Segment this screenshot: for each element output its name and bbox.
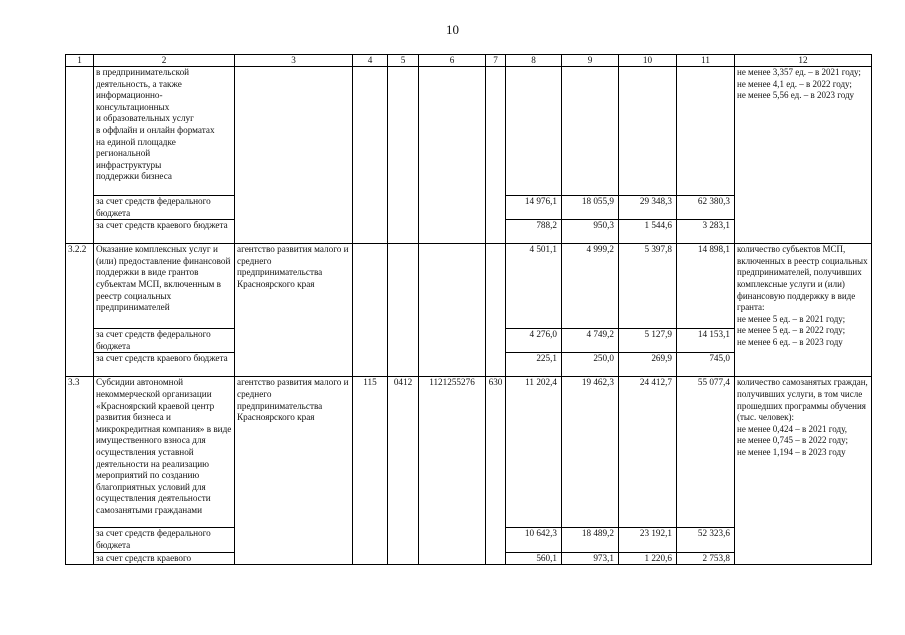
column-header: 7 [486, 55, 506, 67]
column-header: 10 [619, 55, 677, 67]
column-header: 2 [94, 55, 235, 67]
value-cell: 269,9 [619, 353, 677, 377]
value-cell: 19 462,3 [562, 377, 619, 528]
row-description: Субсидии автономной некоммерческой организации «Красноярский краевой центр развития бизнеса и микрокредитная компания» в виде имущественного взноса для осуществления уставной деятельности на реализацию мероприятий по созданию благоприятных условий для осуществления деятельности самозанятыми гражданами [94, 377, 235, 528]
value-cell: 52 323,6 [677, 528, 735, 552]
value-cell: 18 055,9 [562, 196, 619, 220]
code-cell: 630 [486, 377, 506, 565]
row-description: Оказание комплексных услуг и (или) предоставление финансовой поддержки в виде грантов субъектам МСП, включенным в реестр социальных предпринимателей [94, 244, 235, 329]
funding-label: за счет средств федерального бюджета [94, 196, 235, 220]
row-description: в предпринимательской деятельность, а также информационно- консультационных и образовательных услуг в оффлайн и онлайн форматах на единой площадке региональной инфраструктуры поддержки бизнеса [94, 67, 235, 196]
table-row [66, 244, 872, 329]
value-cell: 745,0 [677, 353, 735, 377]
value-cell: 4 999,2 [562, 244, 619, 329]
row-indicator: не менее 3,357 ед. – в 2021 году; не менее 4,1 ед. – в 2022 году; не менее 5,56 ед. – в 2023 году [735, 67, 872, 244]
value-cell: 4 276,0 [506, 329, 562, 353]
value-cell: 10 642,3 [506, 528, 562, 552]
value-cell: 4 749,2 [562, 329, 619, 353]
value-cell: 18 489,2 [562, 528, 619, 552]
funding-label: за счет средств краевого бюджета [94, 220, 235, 244]
column-header: 4 [353, 55, 388, 67]
value-cell: 250,0 [562, 353, 619, 377]
row-agency [235, 67, 353, 244]
column-header: 8 [506, 55, 562, 67]
row-number: 3.3 [66, 377, 94, 565]
value-cell: 2 753,8 [677, 552, 735, 565]
value-cell: 3 283,1 [677, 220, 735, 244]
value-cell: 62 380,3 [677, 196, 735, 220]
value-cell: 55 077,4 [677, 377, 735, 528]
value-cell: 225,1 [506, 353, 562, 377]
funding-label: за счет средств краевого [94, 552, 235, 565]
row-agency: агентство развития малого и среднего предпринимательства Красноярского края [235, 377, 353, 565]
column-header: 3 [235, 55, 353, 67]
column-header: 11 [677, 55, 735, 67]
table-row [66, 377, 872, 528]
table-row [66, 67, 872, 196]
value-cell: 973,1 [562, 552, 619, 565]
value-cell: 14 898,1 [677, 244, 735, 329]
column-header: 12 [735, 55, 872, 67]
row-number [66, 67, 94, 244]
value-cell: 23 192,1 [619, 528, 677, 552]
row-agency: агентство развития малого и среднего предпринимательства Красноярского края [235, 244, 353, 377]
value-cell: 1 544,6 [619, 220, 677, 244]
funding-label: за счет средств федерального бюджета [94, 528, 235, 552]
budget-table [65, 54, 872, 565]
value-cell: 29 348,3 [619, 196, 677, 220]
value-cell: 560,1 [506, 552, 562, 565]
row-number: 3.2.2 [66, 244, 94, 377]
column-header: 5 [388, 55, 419, 67]
column-header: 1 [66, 55, 94, 67]
funding-label: за счет средств федерального бюджета [94, 329, 235, 353]
value-cell: 14 153,1 [677, 329, 735, 353]
code-cell: 0412 [388, 377, 419, 565]
value-cell: 5 397,8 [619, 244, 677, 329]
column-header: 9 [562, 55, 619, 67]
row-indicator: количество самозанятых граждан, получивших услуги, в том числе прошедших программы обучения (тыс. человек): не менее 0,424 – в 2021 году, не менее 0,745 – в 2022 году; не менее 1,194 – в 2023 году [735, 377, 872, 565]
column-header: 6 [419, 55, 486, 67]
code-cell: 1121255276 [419, 377, 486, 565]
row-indicator: количество субъектов МСП, включенных в реестр социальных предпринимателей, получивших комплексные услуги и (или) финансовую поддержку в виде гранта: не менее 5 ед. – в 2021 году; не менее 5 ед. – в 2022 году; не менее 6 ед. – в 2023 году [735, 244, 872, 377]
header-row [66, 55, 872, 67]
value-cell: 788,2 [506, 220, 562, 244]
value-cell: 24 412,7 [619, 377, 677, 528]
value-cell: 950,3 [562, 220, 619, 244]
value-cell: 5 127,9 [619, 329, 677, 353]
page-number: 10 [446, 22, 459, 37]
code-cell: 115 [353, 377, 388, 565]
value-cell: 1 220,6 [619, 552, 677, 565]
value-cell: 11 202,4 [506, 377, 562, 528]
value-cell: 4 501,1 [506, 244, 562, 329]
value-cell: 14 976,1 [506, 196, 562, 220]
funding-label: за счет средств краевого бюджета [94, 353, 235, 377]
